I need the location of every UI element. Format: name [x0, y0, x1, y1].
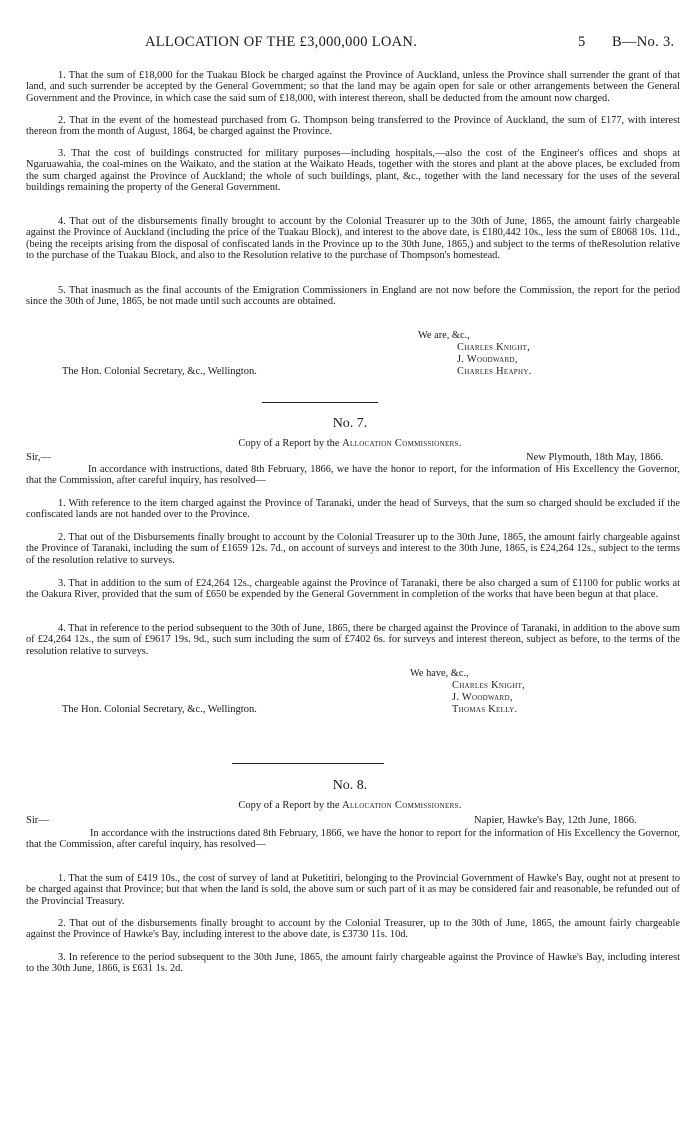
r7-salutation: Sir,— [26, 452, 51, 463]
r8-dateline: Napier, Hawke's Bay, 12th June, 1866. [474, 815, 637, 826]
document-reference: B—No. 3. [612, 34, 675, 50]
r6-paragraph-2: 2. That in the event of the homestead purchased from G. Thompson being transferred to the Province of Auckland, the sum of £177, with interest thereon from the month of August, 1864, be charged against the Province. [26, 115, 680, 138]
r8-paragraph-3: 3. In reference to the period subsequent to the 30th June, 1865, the amount fairly chargeable against the Province of Hawke's Bay, including interest to the 30th June, 1866, is £631 1s. 2d. [26, 952, 680, 975]
r7-subtitle-prefix: Copy of a Report by the [238, 438, 340, 449]
r7-addressee: The Hon. Colonial Secretary, &c., Wellington. [62, 704, 257, 715]
r8-number: No. 8. [332, 778, 368, 793]
r6-signatory-3: Charles Heaphy. [457, 366, 532, 377]
r6-paragraph-5: 5. That inasmuch as the final accounts of the Emigration Commissioners in England are not now before the Commission, the report for the period since the 30th of June, 1865, be not made until such accounts are obtained. [26, 285, 680, 308]
r8-paragraph-2: 2. That out of the disbursements finally brought to account by the Colonial Treasurer, up to the 30th of June, 1865, the amount fairly chargeable against the Province of Hawke's Bay, including interest to the above date, is £3730 11s. 10d. [26, 918, 680, 941]
section-divider [262, 402, 378, 403]
r7-paragraph-3: 3. That in addition to the sum of £24,264 12s., chargeable against the Province of Taranaki, there be also charged a sum of £1100 for public works at the Oakura River, provided that the sum of £650 be expended by the General Government in completion of the works that have been begun at that place. [26, 578, 680, 601]
r6-signatory-1: Charles Knight, [457, 342, 531, 353]
r7-subtitle-body: Allocation Commissioners. [342, 438, 462, 449]
page-number: 5 [578, 34, 586, 50]
r7-paragraph-4: 4. That in reference to the period subsequent to the 30th of June, 1865, there be charged against the Province of Taranaki, in addition to the above sum of £24,264 12s., the sum of £9617 19s. 9d., such sum including the sum of £7402 6s. for surveys and interest thereon, subject as before, to the terms of the resolution relative to surveys. [26, 623, 680, 657]
r7-closing: We have, &c., [410, 668, 469, 679]
section-divider [232, 763, 384, 764]
running-header [0, 34, 700, 54]
r7-intro: In accordance with instructions, dated 8th February, 1866, we have the honor to report, for the information of His Excellency the Governor, that the Commission, after careful inquiry, has resolved— [26, 464, 680, 487]
r7-paragraph-1: 1. With reference to the item charged against the Province of Taranaki, under the head of Surveys, that the sum so charged should be excluded if the confiscated lands are not handed over to the Province. [26, 498, 680, 521]
r8-subtitle-body: Allocation Commissioners. [342, 800, 462, 811]
r7-dateline: New Plymouth, 18th May, 1866. [526, 452, 664, 463]
r7-signatory-2: J. Woodward, [452, 692, 513, 703]
r7-paragraph-2: 2. That out of the Disbursements finally brought to account by the Colonial Treasurer up to the 30th June, 1865, the amount fairly chargeable against the Province of Taranaki, including the sum of £1659 12s. 7d., on account of surveys and interest to the 30th June, 1865, is £24,264 12s., subject to the terms of the resolution relative to surveys. [26, 532, 680, 566]
r6-paragraph-3: 3. That the cost of buildings constructed for military purposes—including hospitals,—also the cost of the Engineer's offices and shops at Ngaruawahia, the coal-mines on the Waikato, and the station at the Waikato Heads, together with the stores and plant at the above places, be excluded from the sum charged against the Province of Auckland; the whole of such buildings, plant, &c., together with the land necessary for the uses of the several buildings remaining the property of the General Government. [26, 148, 680, 193]
r6-signatory-2: J. Woodward, [457, 354, 518, 365]
r8-paragraph-1: 1. That the sum of £419 10s., the cost of survey of land at Puketitiri, belonging to the Provincial Government of Hawke's Bay, ought not at present to be charged against that Province; but that when the land is sold, the above sum or such part of it as may be considered fair and reasonable, be refunded out of the Provincial Treasury. [26, 873, 680, 907]
page-title: ALLOCATION OF THE £3,000,000 LOAN. [145, 34, 418, 50]
r6-closing: We are, &c., [418, 330, 470, 341]
r8-salutation: Sir— [26, 815, 49, 826]
r8-intro: In accordance with the instructions dated 8th February, 1866, we have the honor to report for the information of His Excellency the Governor, that the Commission, after careful inquiry, has resolved— [26, 828, 680, 851]
r7-subtitle [0, 438, 700, 449]
r6-addressee: The Hon. Colonial Secretary, &c., Wellington. [62, 366, 257, 377]
r6-paragraph-1: 1. That the sum of £18,000 for the Tuakau Block be charged against the Province of Auckland, unless the Province shall surrender the grant of that land, and such surrender be accepted by the General Government; so that the land may be again open for sale or other arrangements between the General Government and the Province, in which case the said sum of £18,000, with interest thereon, shall be deducted from the amount now charged. [26, 70, 680, 104]
r7-signatory-3: Thomas Kelly. [452, 704, 518, 715]
r6-paragraph-4: 4. That out of the disbursements finally brought to account by the Colonial Treasurer up to the 30th of June, 1865, the amount fairly chargeable against the Province of Auckland (including the price of the Tuakau Block), and interest to the above date, is £180,442 10s., less the sum of £8068 10s. 11d., (being the receipts arising from the disposal of confiscated lands in the Province up to the 30th June, 1865,) and subject to the terms of theResolution relative to the purchase of the Tuakau Block, and also to the Resolution relative to the purchase of Thompson's homestead. [26, 216, 680, 261]
r7-signatory-1: Charles Knight, [452, 680, 526, 691]
r8-subtitle [0, 800, 700, 811]
r7-number: No. 7. [332, 416, 368, 431]
r8-subtitle-prefix: Copy of a Report by the [238, 800, 340, 811]
